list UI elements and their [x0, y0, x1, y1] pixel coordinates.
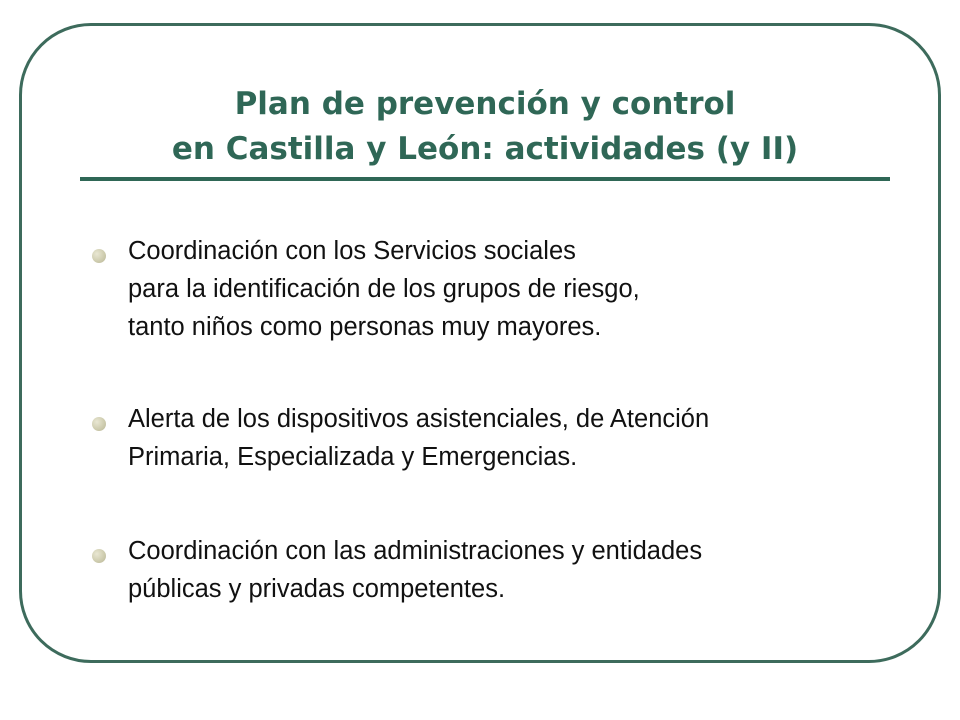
bullet-3-line-2: públicas y privadas competentes.: [128, 575, 506, 603]
title-underline: [80, 177, 890, 181]
bullet-3-line-1: Coordinación con las administraciones y entidades: [128, 537, 703, 565]
slide-title-line-2: en Castilla y León: actividades (y II): [171, 131, 799, 167]
bullet-2-line-2: Primaria, Especializada y Emergencias.: [128, 443, 578, 471]
bullet-text-3: [128, 532, 888, 608]
bullet-1-line-2: para la identificación de los grupos de riesgo,: [128, 275, 640, 303]
bullet-1-line-1: Coordinación con los Servicios sociales: [128, 237, 576, 265]
bullet-2-line-1: Alerta de los dispositivos asistenciales, de Atención: [128, 405, 710, 433]
bullet-dot-icon: [92, 549, 106, 563]
bullet-text-2: [128, 400, 888, 476]
bullet-dot-icon: [92, 249, 106, 263]
slide-title: [80, 82, 890, 172]
slide-title-line-1: Plan de prevención y control: [234, 86, 736, 122]
bullet-1-line-3: tanto niños como personas muy mayores.: [128, 313, 602, 341]
bullet-text-1: [128, 232, 888, 346]
bullet-dot-icon: [92, 417, 106, 431]
